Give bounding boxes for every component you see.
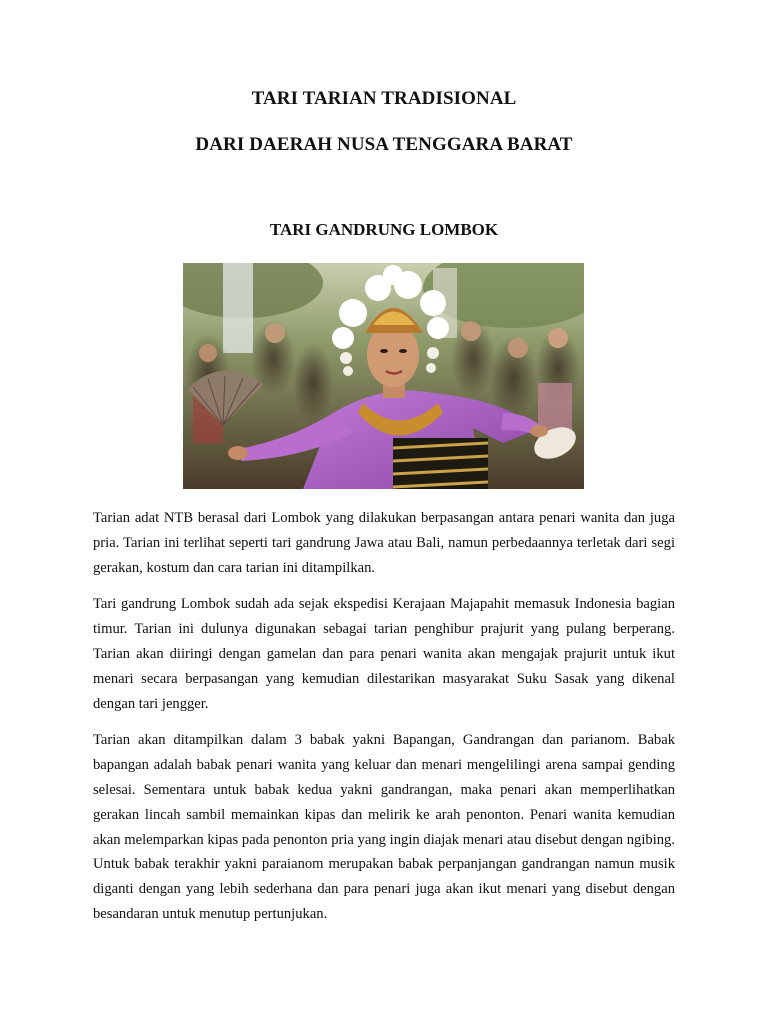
document-title-line2: DARI DAERAH NUSA TENGGARA BARAT: [195, 134, 573, 155]
dancer-photo: [183, 263, 584, 489]
paragraph-3: Tarian akan ditampilkan dalam 3 babak yakni Bapangan, Gandrangan dan parianom. Babak bapangan adalah babak penari wanita yang keluar dan menari mengelilingi arena sampai gending selesai. Sementara untuk babak kedua yakni gandrangan, maka penari akan memperlihatkan gerakan lincah sambil memainkan kipas dan melirik ke arah penonton. Penari wanita kemudian akan melemparkan kipas pada penonton pria yang ingin diajak menari atau disebut dengan ngibing. Untuk babak terakhir yakni paraianom merupakan babak perpanjangan gandrangan namun musik diganti dengan yang lebih sederhana dan para penari juga akan ikut menari yang disebut dengan besandaran untuk menutup pertunjukan.: [93, 732, 675, 922]
photo-illustration: [183, 263, 584, 489]
paragraph-1: Tarian adat NTB berasal dari Lombok yang dilakukan berpasangan antara penari wanita dan juga pria. Tarian ini terlihat seperti tari gandrung Jawa atau Bali, namun perbedaannya terletak dari segi gerakan, kostum dan cara tarian ini ditampilkan.: [93, 510, 675, 576]
section-heading: TARI GANDRUNG LOMBOK: [269, 220, 499, 239]
body-text: [93, 506, 675, 939]
document-title-line1: TARI TARIAN TRADISIONAL: [251, 88, 517, 109]
paragraph-2: Tari gandrung Lombok sudah ada sejak ekspedisi Kerajaan Majapahit memasuk Indonesia bagian timur. Tarian ini dulunya digunakan sebagai tarian penghibur prajurit yang pulang berperang. Tarian akan diiringi dengan gamelan dan para penari wanita akan mengajak prajurit untuk ikut menari secara berpasangan yang kemudian dilestarikan masyarakat Suku Sasak yang dikenal dengan tari jengger.: [93, 596, 675, 712]
